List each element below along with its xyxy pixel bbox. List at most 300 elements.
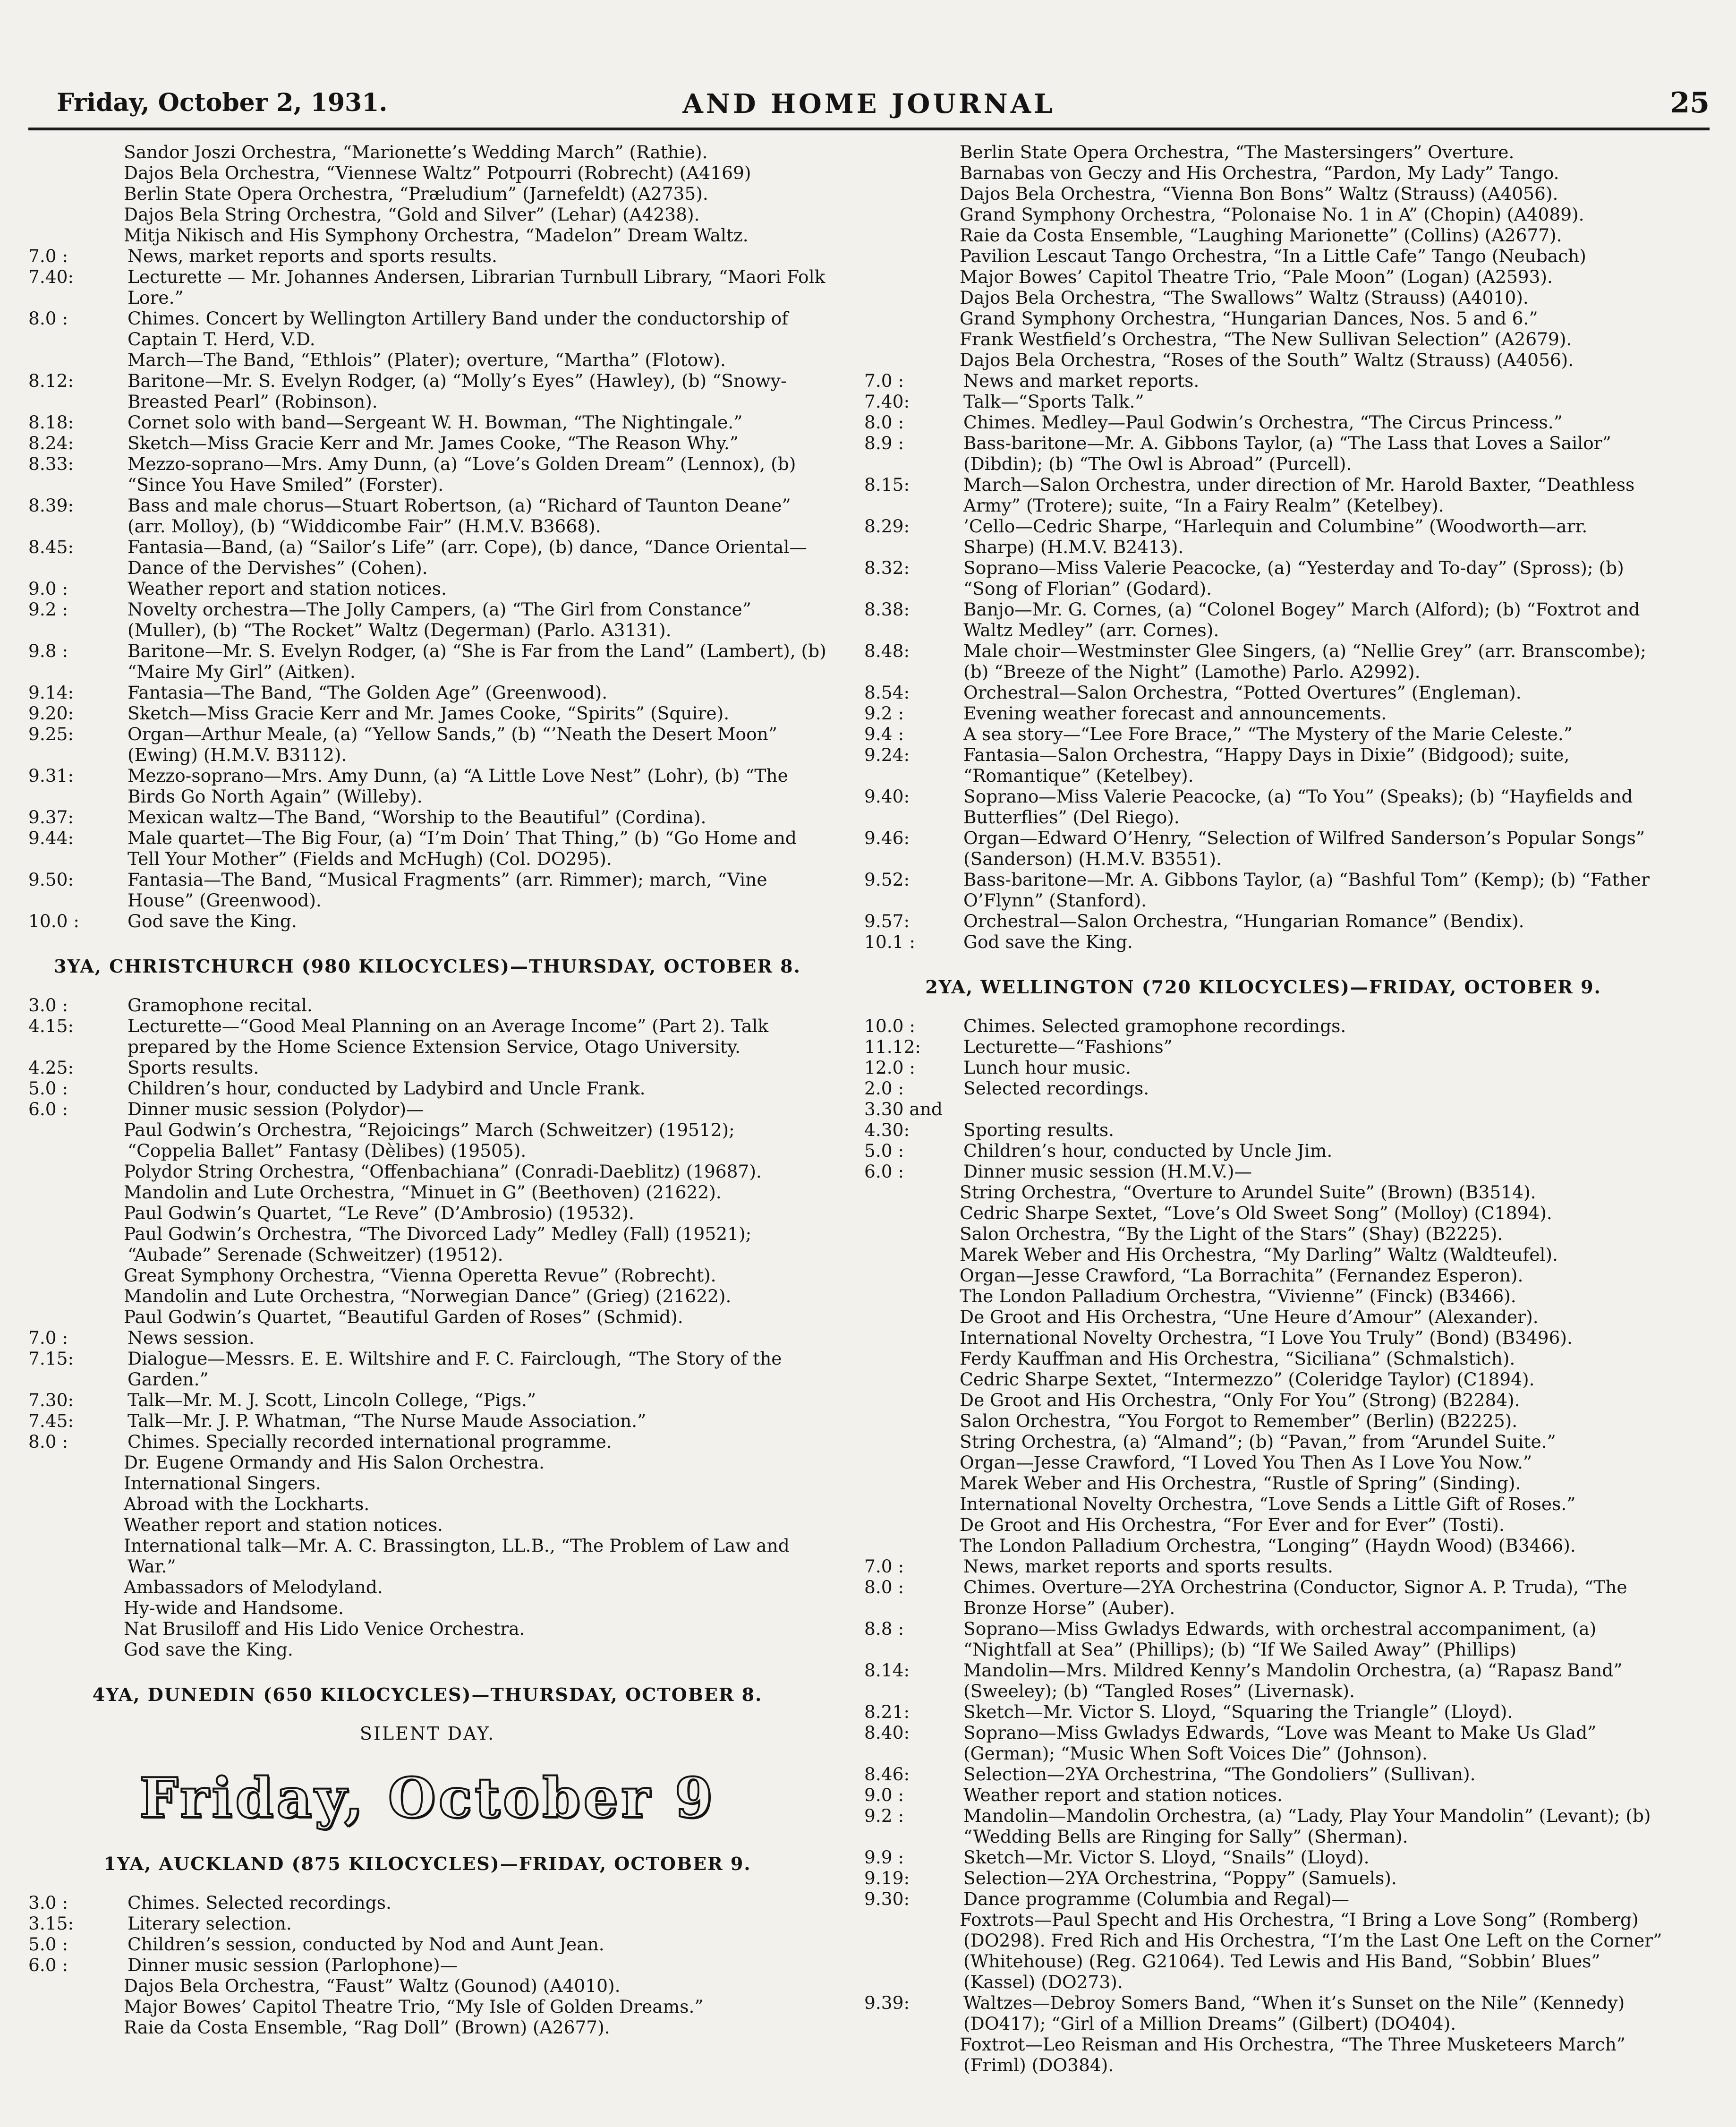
entry-time: 9.30: xyxy=(864,1888,910,1909)
entry-time: 3.0 : xyxy=(28,995,68,1016)
program-entry xyxy=(864,744,1662,786)
program-line: Mitja Nikisch and His Symphony Orchestra, “Madelon” Dream Waltz. xyxy=(124,225,749,246)
entry-text: Dialogue—Messrs. E. E. Wiltshire and F. C. Fairclough, “The Story of the Garden.” xyxy=(128,1348,782,1390)
program-entry xyxy=(28,1099,826,1119)
program-entry xyxy=(864,1701,1662,1722)
station-heading-4ya: 4YA, DUNEDIN (650 KILOCYCLES)—THURSDAY, OCTOBER 8. xyxy=(92,1684,763,1705)
entry-time: 9.2 : xyxy=(864,1805,904,1826)
entry-time: 8.32: xyxy=(864,557,910,578)
entry-text: Chimes. Medley—Paul Godwin’s Orchestra, “The Circus Princess.” xyxy=(963,412,1563,433)
program-line: Grand Symphony Orchestra, “Polonaise No. 1 in A” (Chopin) (A4089). xyxy=(960,204,1584,225)
entry-time: 9.44: xyxy=(28,828,74,848)
entry-time: 9.19: xyxy=(864,1868,910,1888)
entry-time: 6.0 : xyxy=(28,1955,68,1975)
program-entry xyxy=(864,1764,1662,1785)
entry-text: Baritone—Mr. S. Evelyn Rodger, (a) “She is Far from the Land” (Lambert), (b) “Maire My Girl” (Aitken). xyxy=(128,641,826,682)
program-entry xyxy=(864,1618,1662,1660)
program-entry xyxy=(864,599,1662,641)
program-entry xyxy=(864,1036,1662,1057)
program-entry xyxy=(28,599,826,641)
left-column xyxy=(28,142,826,2038)
program-entry xyxy=(28,682,826,703)
entry-text: Chimes. Selected recordings. xyxy=(128,1892,391,1913)
program-entry xyxy=(28,995,826,1016)
entry-text: Sporting results. xyxy=(963,1119,1115,1140)
entry-text: Fantasia—The Band, “Musical Fragments” (arr. Rimmer); march, “Vine House” (Greenwood). xyxy=(128,869,767,911)
left-dinner-d xyxy=(28,1975,826,2038)
entry-time: 8.18: xyxy=(28,412,74,433)
program-entry xyxy=(864,1722,1662,1764)
entry-text: Selection—2YA Orchestrina, “The Gondoliers” (Sullivan). xyxy=(963,1764,1476,1785)
program-entry xyxy=(28,1016,826,1057)
program-entry xyxy=(864,828,1662,869)
program-line: Hy-wide and Handsome. xyxy=(124,1597,344,1618)
entry-time: 6.0 : xyxy=(864,1161,904,1182)
program-line: Dajos Bela Orchestra, “Viennese Waltz” Potpourri (Robrecht) (A4169) xyxy=(124,162,751,183)
left-entries-b xyxy=(28,995,826,1119)
entry-time: 8.0 : xyxy=(28,308,68,329)
left-entries-a xyxy=(28,246,826,931)
program-line: Barnabas von Geczy and His Orchestra, “Pardon, My Lady” Tango. xyxy=(960,162,1559,183)
program-entry xyxy=(28,370,826,412)
program-entry xyxy=(28,1057,826,1078)
entry-time: 8.39: xyxy=(28,495,74,516)
entry-text: Fantasia—Band, (a) “Sailor’s Life” (arr. Cope), (b) dance, “Dance Oriental—Dance of the Dervishes” (Cohen). xyxy=(128,537,807,578)
entry-text: Mexican waltz—The Band, “Worship to the Beautiful” (Cordina). xyxy=(128,807,706,828)
entry-text: News session. xyxy=(128,1327,255,1348)
program-line: Grand Symphony Orchestra, “Hungarian Dances, Nos. 5 and 6.” xyxy=(960,308,1538,329)
page-number: 25 xyxy=(1670,86,1710,120)
entry-text: Mezzo-soprano—Mrs. Amy Dunn, (a) “A Little Love Nest” (Lohr), (b) “The Birds Go North Again” (Willeby). xyxy=(128,765,788,807)
entry-time: 5.0 : xyxy=(28,1078,68,1099)
entry-time: 9.20: xyxy=(28,703,74,724)
program-line: Salon Orchestra, “You Forgot to Remember” (Berlin) (B2225). xyxy=(960,1410,1518,1431)
program-entry xyxy=(864,1140,1662,1161)
entry-time: 7.40: xyxy=(28,266,74,287)
entry-time: 3.30 and 4.30: xyxy=(864,1099,943,1140)
entry-text: News, market reports and sports results. xyxy=(963,1556,1333,1577)
entry-time: 5.0 : xyxy=(28,1934,68,1955)
right-entries-a xyxy=(864,370,1662,952)
entry-time: 9.9 : xyxy=(864,1847,904,1868)
program-entry xyxy=(864,703,1662,724)
program-entry xyxy=(28,1431,826,1452)
program-line: Paul Godwin’s Quartet, “Beautiful Garden of Roses” (Schmid). xyxy=(124,1307,683,1327)
foxtrots-line: Foxtrots—Paul Specht and His Orchestra, “I Bring a Love Song” (Romberg) (DO298). Fred Rich and His Orchestra, “I’m the Last One Left on the Corner” (Whitehouse) (Reg. G21064). Ted Lewis and His Band, “Sobbin’ Blues” (Kassel) (DO273). xyxy=(960,1909,1662,1992)
entry-time: 7.0 : xyxy=(864,1556,904,1577)
entry-text: Organ—Arthur Meale, (a) “Yellow Sands,” (b) “’Neath the Desert Moon” (Ewing) (H.M.V. B3112). xyxy=(128,724,777,765)
entry-text: Lunch hour music. xyxy=(963,1057,1131,1078)
program-line: De Groot and His Orchestra, “Une Heure d’Amour” (Alexander). xyxy=(960,1307,1539,1327)
entry-text: Lecturette—“Good Meal Planning on an Average Income” (Part 2). Talk prepared by the Home Science Extension Service, Otago University. xyxy=(128,1016,769,1057)
entry-text: Bass and male chorus—Stuart Robertson, (a) “Richard of Taunton Deane” (arr. Molloy), (b) “Widdicombe Fair” (H.M.V. B3668). xyxy=(128,495,791,537)
program-line: Dr. Eugene Ormandy and His Salon Orchestra. xyxy=(124,1452,545,1473)
entry-time: 3.15: xyxy=(28,1913,74,1934)
program-entry xyxy=(28,1078,826,1099)
entry-time: 9.39: xyxy=(864,1992,910,2013)
entry-text: Novelty orchestra—The Jolly Campers, (a) “The Girl from Constance” (Muller), (b) “The Rocket” Waltz (Degerman) (Parlo. A3131). xyxy=(128,599,751,641)
program-entry xyxy=(28,1892,826,1913)
foxtrot-last-line: Foxtrot—Leo Reisman and His Orchestra, “The Three Musketeers March” (Friml) (DO384). xyxy=(960,2034,1625,2076)
entry-text: God save the King. xyxy=(128,911,297,931)
entry-time: 3.0 : xyxy=(28,1892,68,1913)
entry-text: Evening weather forecast and announcements. xyxy=(963,703,1387,724)
program-entry xyxy=(28,641,826,682)
program-entry xyxy=(28,412,826,433)
program-line: Weather report and station notices. xyxy=(124,1514,443,1535)
program-entry xyxy=(864,1785,1662,1805)
entry-text: Orchestral—Salon Orchestra, “Hungarian Romance” (Bendix). xyxy=(963,911,1524,931)
program-line: Dajos Bela Orchestra, “Roses of the South” Waltz (Strauss) (A4056). xyxy=(960,350,1574,370)
entry-text: Mezzo-soprano—Mrs. Amy Dunn, (a) “Love’s Golden Dream” (Lennox), (b) “Since You Have Smiled” (Forster). xyxy=(128,453,796,495)
program-line: Nat Brusiloff and His Lido Venice Orchestra. xyxy=(124,1618,525,1639)
program-line: Ambassadors of Melodyland. xyxy=(124,1577,383,1597)
entry-time: 6.0 : xyxy=(28,1099,68,1119)
entry-text: Bass-baritone—Mr. A. Gibbons Taylor, (a) “The Lass that Loves a Sailor” (Dibdin); (b) “The Owl is Abroad” (Purcell). xyxy=(963,433,1611,474)
entry-time: 9.50: xyxy=(28,869,74,890)
program-line: Paul Godwin’s Orchestra, “Rejoicings” March (Schweitzer) (19512); “Coppelia Ballet” Fantasy (Dèlibes) (19505). xyxy=(124,1119,735,1161)
program-line: Pavilion Lescaut Tango Orchestra, “In a Little Cafe” Tango (Neubach) xyxy=(960,246,1586,266)
program-line: Paul Godwin’s Orchestra, “The Divorced Lady” Medley (Fall) (19521); “Aubade” Serenade (Schweitzer) (19512). xyxy=(124,1223,752,1265)
entry-time: 8.21: xyxy=(864,1701,910,1722)
program-line: Berlin State Opera Orchestra, “Præludium” (Jarnefeldt) (A2735). xyxy=(124,183,708,204)
left-entries-d xyxy=(28,1892,826,1975)
right-cont-list xyxy=(864,142,1662,370)
program-line: Great Symphony Orchestra, “Vienna Operetta Revue” (Robrecht). xyxy=(124,1265,716,1286)
entry-text: Male quartet—The Big Four, (a) “I’m Doin’ That Thing,” (b) “Go Home and Tell Your Mother” (Fields and McHugh) (Col. DO295). xyxy=(128,828,797,869)
entry-text: ’Cello—Cedric Sharpe, “Harlequin and Columbine” (Woodworth—arr. Sharpe) (H.M.V. B2413). xyxy=(963,516,1588,557)
left-dinner-b xyxy=(28,1119,826,1327)
left-cont-list xyxy=(28,142,826,246)
program-line: De Groot and His Orchestra, “Only For You” (Strong) (B2284). xyxy=(960,1390,1520,1410)
program-line: Marek Weber and His Orchestra, “My Darling” Waltz (Waldteufel). xyxy=(960,1244,1558,1265)
entry-time: 7.0 : xyxy=(28,1327,68,1348)
program-entry xyxy=(28,246,826,266)
entry-text: Sketch—Miss Gracie Kerr and Mr. James Cooke, “Spirits” (Squire). xyxy=(128,703,730,724)
entry-time: 9.25: xyxy=(28,724,74,744)
entry-text: Talk—“Sports Talk.” xyxy=(963,391,1144,412)
entry-text: News and market reports. xyxy=(963,370,1200,391)
program-entry xyxy=(28,1955,826,1975)
entry-time: 8.0 : xyxy=(864,412,904,433)
entry-time: 7.0 : xyxy=(28,246,68,266)
header-date: Friday, October 2, 1931. xyxy=(57,88,388,117)
program-entry xyxy=(28,724,826,765)
entry-text: Organ—Edward O’Henry, “Selection of Wilfred Sanderson’s Popular Songs” (Sanderson) (H.M.V. B3551). xyxy=(963,828,1645,869)
entry-text: Weather report and station notices. xyxy=(128,578,447,599)
program-line: The London Palladium Orchestra, “Vivienne” (Finck) (B3466). xyxy=(960,1286,1516,1307)
program-entry xyxy=(864,931,1662,952)
entry-time: 7.40: xyxy=(864,391,910,412)
entry-text: Literary selection. xyxy=(128,1913,292,1934)
entry-time: 8.0 : xyxy=(28,1431,68,1452)
right-entries-c xyxy=(864,1556,1662,1909)
entry-time: 8.48: xyxy=(864,641,910,661)
station-heading-3ya: 3YA, CHRISTCHURCH (980 KILOCYCLES)—THURSDAY, OCTOBER 8. xyxy=(54,956,801,977)
entry-time: 12.0 : xyxy=(864,1057,916,1078)
program-entry xyxy=(864,433,1662,474)
program-entry xyxy=(864,786,1662,828)
right-entries-b xyxy=(864,1016,1662,1182)
program-line: Major Bowes’ Capitol Theatre Trio, “My Isle of Golden Dreams.” xyxy=(124,1996,704,2017)
entry-text: Chimes. Specially recorded international programme. xyxy=(128,1431,612,1452)
program-entry xyxy=(864,1847,1662,1868)
entry-text: Mandolin—Mrs. Mildred Kenny’s Mandolin Orchestra, (a) “Rapasz Band” (Sweeley); (b) “Tangled Roses” (Livernask). xyxy=(963,1660,1623,1701)
entry-text: Fantasia—The Band, “The Golden Age” (Greenwood). xyxy=(128,682,608,703)
program-entry xyxy=(864,682,1662,703)
program-line: Frank Westfield’s Orchestra, “The New Sullivan Selection” (A2679). xyxy=(960,329,1572,350)
program-entry xyxy=(864,1161,1662,1182)
left-intl-list xyxy=(28,1452,826,1660)
program-entry xyxy=(864,557,1662,599)
entry-text: God save the King. xyxy=(963,931,1133,952)
program-entry xyxy=(28,1913,826,1934)
entry-time: 8.54: xyxy=(864,682,910,703)
program-entry xyxy=(28,266,826,308)
entry-time: 8.9 : xyxy=(864,433,904,453)
entry-time: 8.14: xyxy=(864,1660,910,1681)
program-line: Raie da Costa Ensemble, “Laughing Marionette” (Collins) (A2677). xyxy=(960,225,1562,246)
program-line: Major Bowes’ Capitol Theatre Trio, “Pale Moon” (Logan) (A2593). xyxy=(960,266,1553,287)
day-title: Friday, October 9 xyxy=(139,1766,716,1830)
program-line: Cedric Sharpe Sextet, “Intermezzo” (Coleridge Taylor) (C1894). xyxy=(960,1369,1535,1390)
entry-time: 9.24: xyxy=(864,744,910,765)
entry-time: 9.14: xyxy=(28,682,74,703)
program-line: International Singers. xyxy=(124,1473,321,1494)
entry-time: 8.29: xyxy=(864,516,910,537)
program-line: Cedric Sharpe Sextet, “Love’s Old Sweet Song” (Molloy) (C1894). xyxy=(960,1203,1552,1223)
entry-time: 9.2 : xyxy=(28,599,68,620)
entry-text: Children’s hour, conducted by Uncle Jim. xyxy=(963,1140,1333,1161)
entry-text: A sea story—“Lee Fore Brace,” “The Mystery of the Marie Celeste.” xyxy=(963,724,1573,744)
entry-time: 4.25: xyxy=(28,1057,74,1078)
program-line: Berlin State Opera Orchestra, “The Mastersingers” Overture. xyxy=(960,142,1515,162)
program-entry xyxy=(864,911,1662,931)
entry-time: 9.31: xyxy=(28,765,74,786)
entry-text: Dinner music session (Polydor)— xyxy=(128,1099,424,1119)
entry-time: 10.0 : xyxy=(864,1016,916,1036)
program-entry xyxy=(864,1805,1662,1847)
entry-time: 8.8 : xyxy=(864,1618,904,1639)
entry-text: Sketch—Mr. Victor S. Lloyd, “Squaring the Triangle” (Lloyd). xyxy=(963,1701,1513,1722)
entry-time: 9.52: xyxy=(864,869,910,890)
entry-text: Banjo—Mr. G. Cornes, (a) “Colonel Bogey” March (Alford); (b) “Foxtrot and Waltz Medley” (arr. Cornes). xyxy=(963,599,1640,641)
program-entry xyxy=(864,1057,1662,1078)
program-entry xyxy=(864,1556,1662,1577)
program-line: International talk—Mr. A. C. Brassington, LL.B., “The Problem of Law and War.” xyxy=(124,1535,790,1577)
entry-time: 8.33: xyxy=(28,453,74,474)
program-entry xyxy=(28,308,826,350)
entry-time: 7.15: xyxy=(28,1348,74,1369)
entry-time: 2.0 : xyxy=(864,1078,904,1099)
entry-text: Soprano—Miss Gwladys Edwards, “Love was Meant to Make Us Glad” (German); “Music When Soft Voices Die” (Johnson). xyxy=(963,1722,1597,1764)
program-line: Raie da Costa Ensemble, “Rag Doll” (Brown) (A2677). xyxy=(124,2017,610,2038)
program-entry xyxy=(28,1934,826,1955)
entry-time: 11.12: xyxy=(864,1036,921,1057)
entry-time: 8.24: xyxy=(28,433,74,453)
entry-text: Lecturette — Mr. Johannes Andersen, Librarian Turnbull Library, “Maori Folk Lore.” xyxy=(128,266,825,308)
program-entry xyxy=(28,1410,826,1431)
program-entry xyxy=(864,474,1662,516)
program-line: String Orchestra, “Overture to Arundel Suite” (Brown) (B3514). xyxy=(960,1182,1536,1203)
program-entry xyxy=(28,578,826,599)
program-entry xyxy=(28,1348,826,1390)
entry-time: 8.40: xyxy=(864,1722,910,1743)
entry-text: Selection—2YA Orchestrina, “Poppy” (Samuels). xyxy=(963,1868,1397,1888)
entry-text: Dinner music session (Parlophone)— xyxy=(128,1955,458,1975)
page-header xyxy=(28,83,1710,130)
entry-time: 9.57: xyxy=(864,911,910,931)
entry-time: 9.0 : xyxy=(864,1785,904,1805)
entry-text: Selected recordings. xyxy=(963,1078,1149,1099)
station-heading-1ya: 1YA, AUCKLAND (875 KILOCYCLES)—FRIDAY, OCTOBER 9. xyxy=(103,1853,751,1874)
entry-text: Chimes. Concert by Wellington Artillery Band under the conductorship of Captain T. Herd, V.D. xyxy=(128,308,789,350)
program-line: Mandolin and Lute Orchestra, “Norwegian Dance” (Grieg) (21622). xyxy=(124,1286,732,1307)
program-entry xyxy=(28,828,826,869)
program-line: Marek Weber and His Orchestra, “Rustle of Spring” (Sinding). xyxy=(960,1473,1521,1494)
entry-time: 8.15: xyxy=(864,474,910,495)
entry-time: 8.45: xyxy=(28,537,74,557)
entry-time: 7.30: xyxy=(28,1390,74,1410)
entry-time: 9.0 : xyxy=(28,578,68,599)
entry-text: Soprano—Miss Valerie Peacocke, (a) “To You” (Speaks); (b) “Hayfields and Butterflies” (Del Riego). xyxy=(963,786,1633,828)
program-line: International Novelty Orchestra, “I Love You Truly” (Bond) (B3496). xyxy=(960,1327,1573,1348)
program-entry xyxy=(864,370,1662,391)
program-line: Dajos Bela Orchestra, “Vienna Bon Bons” Waltz (Strauss) (A4056). xyxy=(960,183,1558,204)
program-entry xyxy=(864,1868,1662,1888)
entry-time: 9.37: xyxy=(28,807,74,828)
entry-text: Talk—Mr. M. J. Scott, Lincoln College, “Pigs.” xyxy=(128,1390,536,1410)
entry-text: Sketch—Miss Gracie Kerr and Mr. James Cooke, “The Reason Why.” xyxy=(128,433,739,453)
entry-text: Orchestral—Salon Orchestra, “Potted Overtures” (Engleman). xyxy=(963,682,1522,703)
program-line: Dajos Bela Orchestra, “Faust” Waltz (Gounod) (A4010). xyxy=(124,1975,621,1996)
entry-time: 9.8 : xyxy=(28,641,68,661)
program-entry xyxy=(864,1078,1662,1099)
entry-text: Gramophone recital. xyxy=(128,995,313,1016)
program-entry xyxy=(864,869,1662,911)
entry-text: Mandolin—Mandolin Orchestra, (a) “Lady, Play Your Mandolin” (Levant); (b) “Wedding Bells are Ringing for Sally” (Sherman). xyxy=(963,1805,1651,1847)
program-entry xyxy=(864,641,1662,682)
left-entries-c xyxy=(28,1327,826,1452)
entry-text: Chimes. Overture—2YA Orchestrina (Conductor, Signor A. P. Truda), “The Bronze Horse” (Auber). xyxy=(963,1577,1627,1618)
right-dinner-b xyxy=(864,1182,1662,1556)
entry-text: Lecturette—“Fashions” xyxy=(963,1036,1173,1057)
program-line: String Orchestra, (a) “Almand”; (b) “Pavan,” from “Arundel Suite.” xyxy=(960,1431,1556,1452)
program-entry xyxy=(28,1327,826,1348)
program-entry xyxy=(864,391,1662,412)
program-entry xyxy=(864,1577,1662,1618)
program-entry xyxy=(28,433,826,453)
entry-time: 9.2 : xyxy=(864,703,904,724)
entry-text: Male choir—Westminster Glee Singers, (a) “Nellie Grey” (arr. Branscombe); (b) “Breeze of the Night” (Lamothe) Parlo. A2992). xyxy=(963,641,1646,682)
program-line: Mandolin and Lute Orchestra, “Minuet in G” (Beethoven) (21622). xyxy=(124,1182,722,1203)
program-entry xyxy=(28,869,826,911)
program-entry xyxy=(28,453,826,495)
entry-text: Cornet solo with band—Sergeant W. H. Bowman, “The Nightingale.” xyxy=(128,412,743,433)
program-entry xyxy=(864,516,1662,557)
station-heading-2ya: 2YA, WELLINGTON (720 KILOCYCLES)—FRIDAY, OCTOBER 9. xyxy=(925,976,1601,998)
entry-text: Chimes. Selected gramophone recordings. xyxy=(963,1016,1346,1036)
entry-time: 9.46: xyxy=(864,828,910,848)
entry-time: 8.46: xyxy=(864,1764,910,1785)
program-entry xyxy=(28,911,826,931)
program-entry xyxy=(864,412,1662,433)
right-column xyxy=(864,142,1662,2076)
program-entry xyxy=(28,350,826,370)
program-line: De Groot and His Orchestra, “For Ever and for Ever” (Tosti). xyxy=(960,1514,1505,1535)
entry-text: Waltzes—Debroy Somers Band, “When it’s Sunset on the Nile” (Kennedy) (DO417); “Girl of a Million Dreams” (Gilbert) (DO404). xyxy=(963,1992,1625,2034)
program-line: Paul Godwin’s Quartet, “Le Reve” (D’Ambrosio) (19532). xyxy=(124,1203,634,1223)
program-entry xyxy=(864,1099,1662,1140)
program-entry xyxy=(28,537,826,578)
entry-text: Dinner music session (H.M.V.)— xyxy=(963,1161,1252,1182)
program-line: Organ—Jesse Crawford, “I Loved You Then As I Love You Now.” xyxy=(960,1452,1532,1473)
entry-text: March—Salon Orchestra, under direction of Mr. Harold Baxter, “Deathless Army” (Trotere); suite, “In a Fairy Realm” (Ketelbey). xyxy=(963,474,1635,516)
entry-text: Weather report and station notices. xyxy=(963,1785,1283,1805)
entry-text: Talk—Mr. J. P. Whatman, “The Nurse Maude Association.” xyxy=(128,1410,647,1431)
program-entry xyxy=(864,1992,1662,2034)
entry-text: Soprano—Miss Valerie Peacocke, (a) “Yesterday and To-day” (Spross); (b) “Song of Florian” (Godard). xyxy=(963,557,1624,599)
program-line: Organ—Jesse Crawford, “La Borrachita” (Fernandez Esperon). xyxy=(960,1265,1523,1286)
entry-time: 5.0 : xyxy=(864,1140,904,1161)
entry-text: News, market reports and sports results. xyxy=(128,246,497,266)
entry-text: Baritone—Mr. S. Evelyn Rodger, (a) “Molly’s Eyes” (Hawley), (b) “Snowy-Breasted Pearl” (Robinson). xyxy=(128,370,787,412)
program-entry xyxy=(28,703,826,724)
entry-time: 10.0 : xyxy=(28,911,80,931)
right-entries-d xyxy=(864,1992,1662,2034)
program-entry xyxy=(864,724,1662,744)
entry-time: 8.38: xyxy=(864,599,910,620)
entry-text: Sports results. xyxy=(128,1057,259,1078)
program-line: God save the King. xyxy=(124,1639,293,1660)
program-line: Sandor Joszi Orchestra, “Marionette’s Wedding March” (Rathie). xyxy=(124,142,708,162)
header-title: AND HOME JOURNAL xyxy=(682,88,1055,120)
entry-time: 7.45: xyxy=(28,1410,74,1431)
entry-text: Dance programme (Columbia and Regal)— xyxy=(963,1888,1349,1909)
entry-text: Soprano—Miss Gwladys Edwards, with orchestral accompaniment, (a) “Nightfall at Sea” (Phillips); (b) “If We Sailed Away” (Phillips) xyxy=(963,1618,1597,1660)
program-entry xyxy=(28,807,826,828)
program-entry xyxy=(28,1390,826,1410)
program-entry xyxy=(864,1660,1662,1701)
silent-day-note: SILENT DAY. xyxy=(359,1723,495,1744)
entry-time: 9.4 : xyxy=(864,724,904,744)
program-line: Abroad with the Lockharts. xyxy=(124,1494,370,1514)
program-line: Ferdy Kauffman and His Orchestra, “Siciliana” (Schmalstich). xyxy=(960,1348,1515,1369)
program-entry xyxy=(864,1016,1662,1036)
program-entry xyxy=(28,765,826,807)
program-entry xyxy=(28,495,826,537)
entry-text: March—The Band, “Ethlois” (Plater); overture, “Martha” (Flotow). xyxy=(128,350,726,370)
program-line: Dajos Bela String Orchestra, “Gold and Silver” (Lehar) (A4238). xyxy=(124,204,700,225)
entry-time: 8.0 : xyxy=(864,1577,904,1597)
program-entry xyxy=(864,1888,1662,1909)
entry-text: Fantasia—Salon Orchestra, “Happy Days in Dixie” (Bidgood); suite, “Romantique” (Ketelbey). xyxy=(963,744,1570,786)
entry-text: Sketch—Mr. Victor S. Lloyd, “Snails” (Lloyd). xyxy=(963,1847,1370,1868)
entry-text: Children’s session, conducted by Nod and Aunt Jean. xyxy=(128,1934,604,1955)
entry-time: 4.15: xyxy=(28,1016,74,1036)
program-line: Salon Orchestra, “By the Light of the Stars” (Shay) (B2225). xyxy=(960,1223,1503,1244)
entry-time: 8.12: xyxy=(28,370,74,391)
program-line: The London Palladium Orchestra, “Longing” (Haydn Wood) (B3466). xyxy=(960,1535,1576,1556)
program-line: Dajos Bela Orchestra, “The Swallows” Waltz (Strauss) (A4010). xyxy=(960,287,1529,308)
entry-time: 7.0 : xyxy=(864,370,904,391)
entry-time: 10.1 : xyxy=(864,931,916,952)
program-line: Polydor String Orchestra, “Offenbachiana” (Conradi-Daeblitz) (19687). xyxy=(124,1161,762,1182)
entry-time: 9.40: xyxy=(864,786,910,807)
program-line: International Novelty Orchestra, “Love Sends a Little Gift of Roses.” xyxy=(960,1494,1576,1514)
entry-text: Bass-baritone—Mr. A. Gibbons Taylor, (a) “Bashful Tom” (Kemp); (b) “Father O’Flynn” (Stanford). xyxy=(963,869,1650,911)
entry-text: Children’s hour, conducted by Ladybird and Uncle Frank. xyxy=(128,1078,646,1099)
